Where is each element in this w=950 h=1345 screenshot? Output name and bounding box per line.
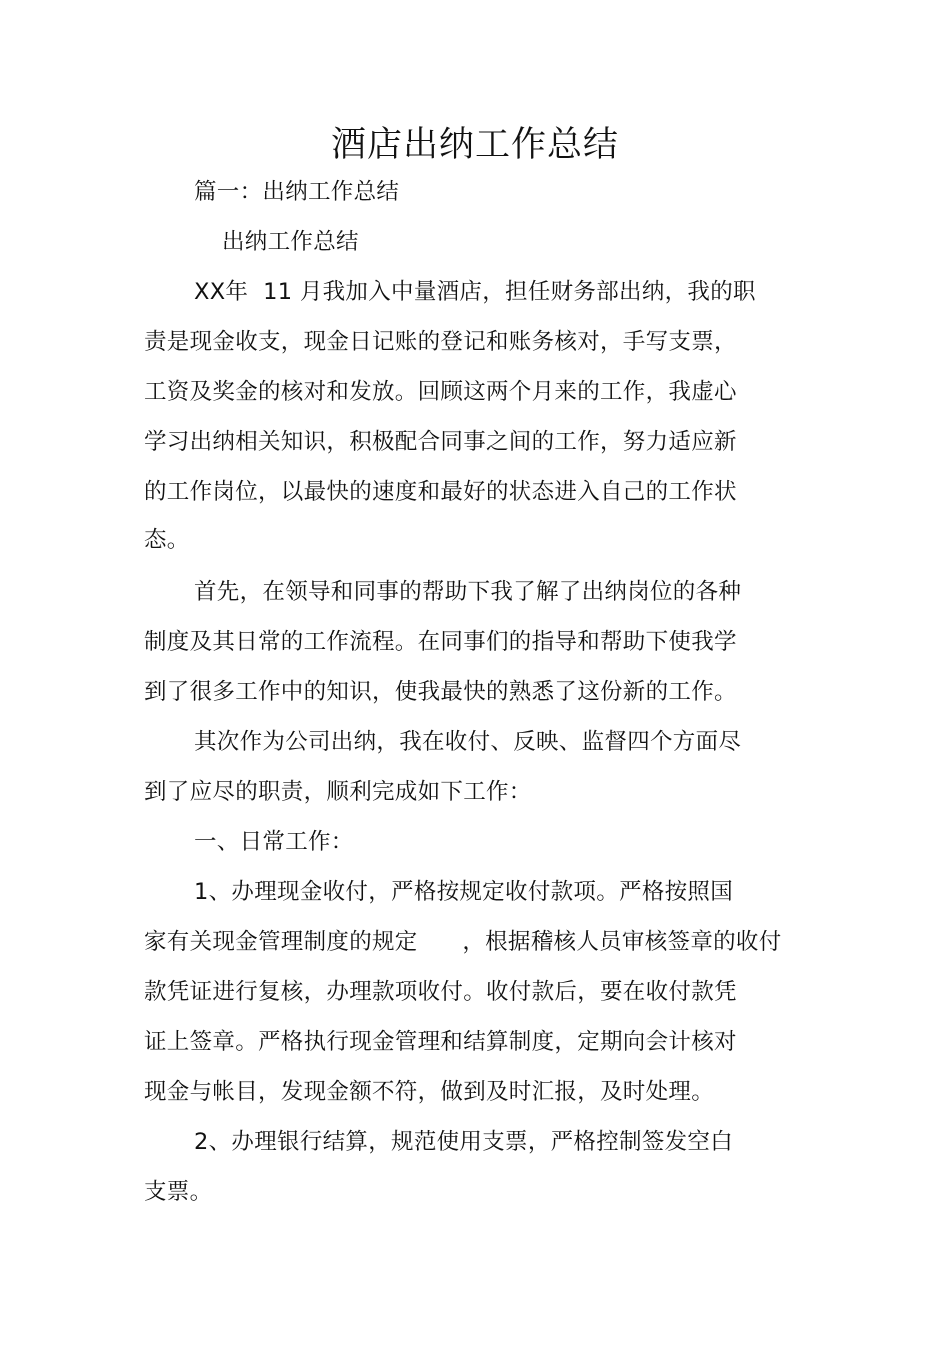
paragraph-line: 责是现金收支，现金日记账的登记和账务核对，手写支票，: [144, 329, 737, 355]
list-item-line: 款凭证进行复核，办理款项收付。收付款后，要在收付款凭: [144, 979, 737, 1005]
list-item-line: 证上签章。严格执行现金管理和结算制度，定期向会计核对: [144, 1029, 737, 1055]
paragraph-line: 制度及其日常的工作流程。在同事们的指导和帮助下使我学: [144, 629, 737, 655]
paragraph-line: 首先，在领导和同事的帮助下我了解了出纳岗位的各种: [194, 579, 742, 605]
paragraph-line: 的工作岗位，以最快的速度和最好的状态进入自己的工作状: [144, 479, 737, 505]
paragraph-line: 态。: [144, 527, 190, 553]
paragraph-line: 工资及奖金的核对和发放。回顾这两个月来的工作，我虚心: [144, 379, 737, 405]
paragraph-line: 到了应尽的职责，顺利完成如下工作：: [144, 779, 532, 805]
list-item-line: 家有关现金管理制度的规定 ，根据稽核人员审核签章的收付: [144, 929, 782, 955]
section-heading: 篇一：出纳工作总结: [194, 179, 400, 205]
paragraph-line: 到了很多工作中的知识，使我最快的熟悉了这份新的工作。: [144, 679, 737, 705]
list-item-line: 1、办理现金收付，严格按规定收付款项。严格按照国: [194, 879, 734, 905]
subsection-heading: 出纳工作总结: [222, 229, 359, 255]
document-title: 酒店出纳工作总结: [330, 125, 619, 165]
list-heading: 一、日常工作：: [194, 829, 354, 855]
paragraph-line: XX年 11 月我加入中量酒店，担任财务部出纳，我的职: [194, 279, 756, 305]
paragraph-line: 其次作为公司出纳，我在收付、反映、监督四个方面尽: [194, 729, 742, 755]
list-item-line: 2、办理银行结算，规范使用支票，严格控制签发空白: [194, 1129, 734, 1155]
paragraph-line: 学习出纳相关知识，积极配合同事之间的工作，努力适应新: [144, 429, 737, 455]
list-item-line: 支票。: [144, 1179, 213, 1205]
list-item-line: 现金与帐目，发现金额不符，做到及时汇报，及时处理。: [144, 1079, 715, 1105]
